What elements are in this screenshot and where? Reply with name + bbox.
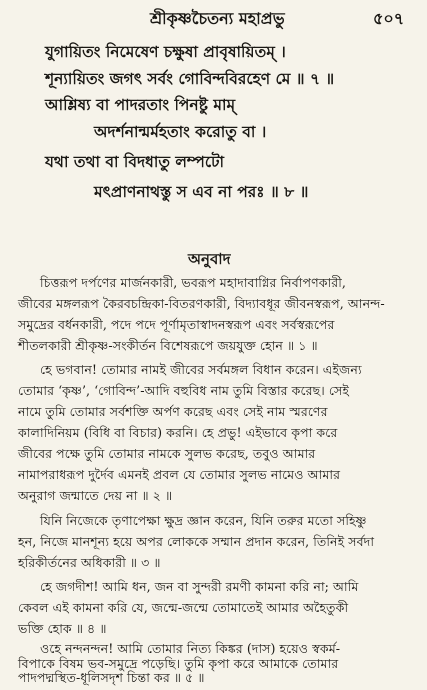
translation-line: হরিকীর্তনের অধিকারী ॥ ৩ ॥: [18, 555, 161, 570]
verse-line: শূন্যায়িতং জগৎ সর্বং গোবিন্দবিরহেণ মে ॥ ৭ ॥: [45, 69, 335, 88]
translation-line: ভক্তি হোক ॥ ৪ ॥: [18, 621, 107, 636]
translation-line: জীবের পক্ষে তুমি তোমার নামকে সুলভ করেছ, তবুও আমার: [18, 446, 316, 461]
verse-line: যুগায়িতং নিমেষেণ চক্ষুষা প্রাবৃষায়িতম্ ।: [45, 42, 286, 61]
translation-line: শীতলকারী শ্রীকৃষ্ণ-সংকীর্তন বিশেষরূপে জয়যুক্ত হোন ॥ ১ ॥: [18, 338, 318, 353]
verse-line: আশ্লিষ্য বা পাদরতাং পিনষ্টু মাম্: [45, 95, 236, 114]
page-number: ৫০৭: [373, 9, 405, 28]
translation-line: হে ভগবান! তোমার নামই জীবের সর্বমঙ্গল বিধান করেন। এইজন্য: [40, 362, 362, 377]
translation-line: চিত্তরূপ দর্পণের মার্জনকারী, ভবরূপ মহাদাবাগ্নির নির্বাপণকারী,: [40, 275, 346, 290]
translation-line: পাদপদ্মস্থিত-ধূলিসদৃশ চিন্তা কর ॥ ৫ ॥: [18, 670, 205, 685]
verse-line: মৎপ্রাণনাথস্তু স এব না পরঃ ॥ ৮ ॥: [94, 182, 309, 201]
translation-line: জীবের মঙ্গলরূপ কৈরবচন্দ্রিকা-বিতরণকারী, বিদ্যাবধূর জীবনস্বরূপ, আনন্দ-: [18, 296, 385, 311]
translation-heading: অনুবাদ: [188, 250, 231, 268]
translation-line: সমুদ্রের বর্ধনকারী, পদে পদে পূর্ণামৃতাস্বাদনস্বরূপ এবং সর্বস্বরূপের: [18, 317, 335, 332]
translation-line: কেবল এই কামনা করি যে, জন্মে-জন্মে তোমাতেই আমার অহৈতুকী: [18, 600, 349, 615]
translation-line: অনুরাগ জন্মাতে দেয় না ॥ ২ ॥: [18, 488, 173, 503]
translation-line: তোমার ‘কৃষ্ণ’, ‘গোবিন্দ’-আদি বহুবিধ নাম তুমি বিস্তার করেছ। সেই: [18, 383, 350, 398]
translation-line: নামে তুমি তোমার সর্বশক্তি অর্পণ করেছ এবং সেই নাম স্মরণের: [18, 404, 328, 419]
verse-line: অদর্শনান্মর্মহতাং করোতু বা ।: [94, 122, 267, 141]
translation-line: হে জগদীশ! আমি ধন, জন বা সুন্দরী রমণী কামনা করি না; আমি: [40, 579, 359, 594]
translation-line: যিনি নিজেকে তৃণাপেক্ষা ক্ষুদ্র জ্ঞান করেন, যিনি তরুর মতো সহিষ্ণু: [40, 513, 367, 528]
translation-line: বিপাকে বিষম ভব-সমুদ্রে পড়েছি। তুমি কৃপা করে আমাকে তোমার: [18, 656, 339, 671]
translation-line: ওহে নন্দনন্দন! আমি তোমার নিত্য কিঙ্কর (দাস) হয়েও স্বকর্ম-: [40, 641, 341, 656]
verse-line: যথা তথা বা বিদধাতু লম্পটো: [45, 152, 225, 171]
translation-line: নামাপরাধরূপ দুর্দৈব এমনই প্রবল যে তোমার সুলভ নামেও আমার: [18, 467, 341, 482]
translation-line: হন, নিজে মানশূন্য হয়ে অপর লোককে সম্মান প্রদান করেন, তিনিই সর্বদা: [18, 534, 374, 549]
translation-line: কালাদিনিয়ম (বিধি বা বিচার) করনি। হে প্রভু! এইভাবে কৃপা করে: [18, 425, 338, 440]
running-header-title: শ্রীকৃষ্ণচৈতন্য মহাপ্রভু: [150, 9, 285, 28]
